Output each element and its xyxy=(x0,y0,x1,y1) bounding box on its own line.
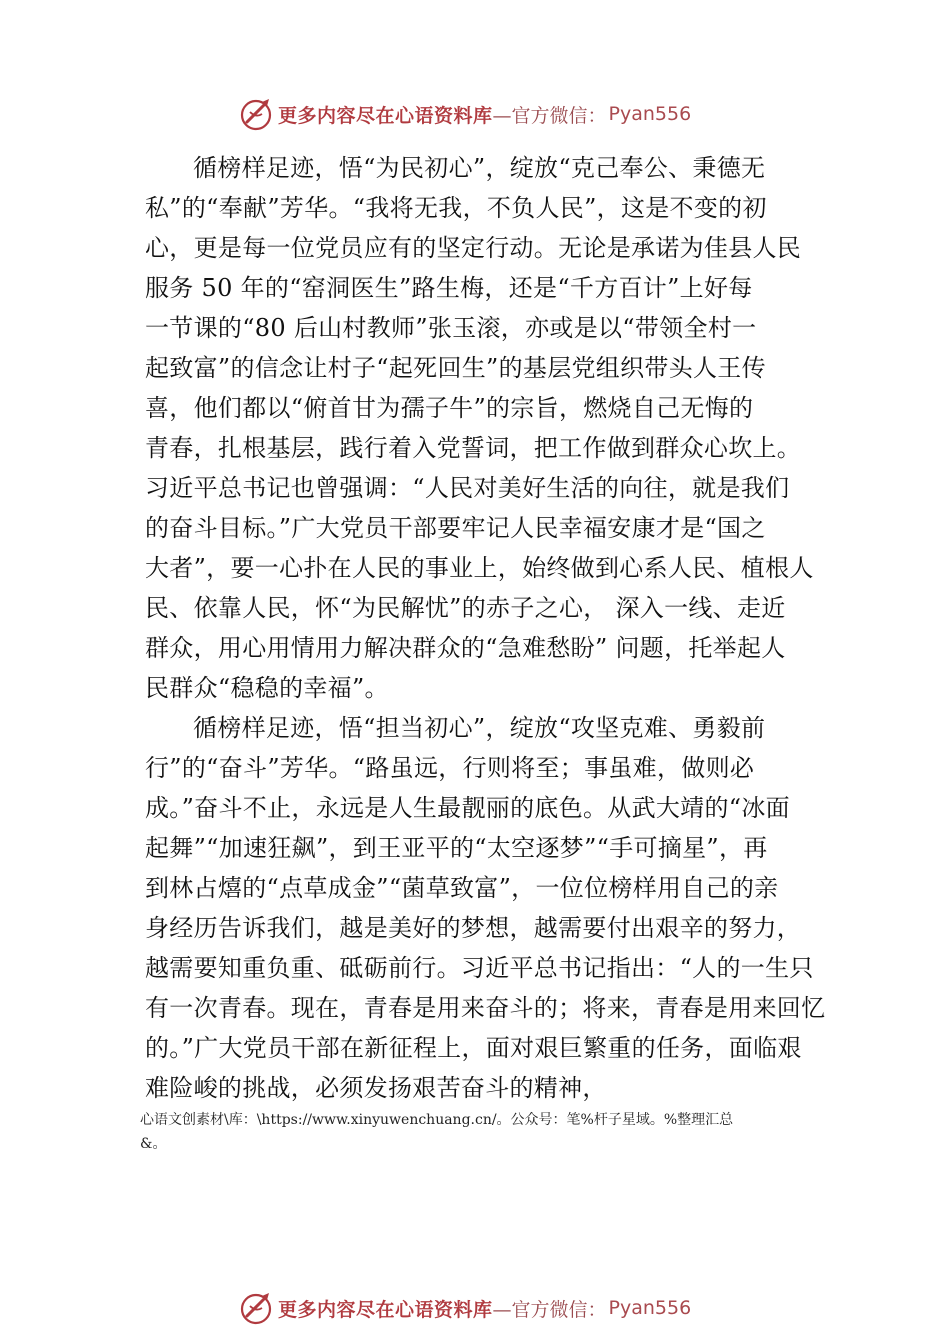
paragraph-line: 的奋斗目标。”广大党员干部要牢记人民幸福安康才是“国之 xyxy=(145,514,766,542)
paragraph-line: 越需要知重负重、砥砺前行。习近平总书记指出：“人的一生只 xyxy=(145,954,814,982)
banner-sub-text: —官方微信： xyxy=(492,1298,607,1321)
paragraph-line: 民、依靠人民，怀“为民解忧”的赤子之心， 深入一线、走近 xyxy=(145,594,786,622)
brush-logo-icon xyxy=(238,1290,274,1326)
paragraph-line: 行”的“奋斗”芳华。“路虽远，行则将至；事虽难，做则必 xyxy=(145,754,755,782)
brush-logo-icon xyxy=(238,96,274,132)
paragraph-line: 循榜样足迹，悟“为民初心”，绽放“克己奉公、秉德无 xyxy=(193,154,766,182)
paragraph-line: 成。”奋斗不止，永远是人生最靓丽的底色。从武大靖的“冰面 xyxy=(145,794,790,822)
paragraph-line: 有一次青春。现在，青春是用来奋斗的；将来，青春是用来回忆 xyxy=(145,994,826,1022)
banner-wechat-id: Pyan556 xyxy=(608,103,692,125)
header-banner xyxy=(238,94,691,134)
banner-main-text: 更多内容尽在心语资料库 xyxy=(278,1298,493,1321)
footnote-line: &。 xyxy=(140,1136,167,1152)
paragraph-line: 私”的“奉献”芳华。“我将无我，不负人民”，这是不变的初 xyxy=(145,194,767,222)
paragraph-2 xyxy=(145,708,835,1108)
paragraph-line: 群众，用心用情用力解决群众的“急难愁盼” 问题，托举起人 xyxy=(145,634,786,662)
paragraph-line: 青春，扎根基层，践行着入党誓词，把工作做到群众心坎上。 xyxy=(145,434,802,462)
banner-wechat-id: Pyan556 xyxy=(608,1297,692,1319)
paragraph-line: 服务 50 年的“窑洞医生”路生梅，还是“千方百计”上好每 xyxy=(145,274,753,302)
banner-main-text: 更多内容尽在心语资料库 xyxy=(278,104,493,127)
paragraph-line: 一节课的“80 后山村教师”张玉滚，亦或是以“带领全村一 xyxy=(145,314,757,342)
paragraph-line: 的。”广大党员干部在新征程上，面对艰巨繁重的任务，面临艰 xyxy=(145,1034,802,1062)
paragraph-line: 起致富”的信念让村子“起死回生”的基层党组织带头人王传 xyxy=(145,354,766,382)
paragraph-line: 到林占熺的“点草成金”“菌草致富”，一位位榜样用自己的亲 xyxy=(145,874,779,902)
footnote-line: 心语文创素材\库：\https://www.xinyuwenchuang.cn/。公众号：笔%杆子星域。%整理汇总 xyxy=(140,1112,734,1128)
paragraph-line: 习近平总书记也曾强调：“人民对美好生活的向往，就是我们 xyxy=(145,474,790,502)
banner-sub-text: —官方微信： xyxy=(492,104,607,127)
paragraph-line: 喜，他们都以“俯首甘为孺子牛”的宗旨，燃烧自己无悔的 xyxy=(145,394,754,422)
paragraph-line: 心，更是每一位党员应有的坚定行动。无论是承诺为佳县人民 xyxy=(145,234,802,262)
document-body xyxy=(145,148,835,1108)
paragraph-line: 循榜样足迹，悟“担当初心”，绽放“攻坚克难、勇毅前 xyxy=(193,714,766,742)
paragraph-line: 民群众“稳稳的幸福”。 xyxy=(145,674,389,702)
paragraph-line: 难险峻的挑战，必须发扬艰苦奋斗的精神， xyxy=(145,1074,607,1102)
paragraph-line: 身经历告诉我们，越是美好的梦想，越需要付出艰辛的努力， xyxy=(145,914,802,942)
source-footnote xyxy=(140,1108,840,1156)
footer-banner xyxy=(238,1288,691,1328)
paragraph-line: 大者”，要一心扑在人民的事业上，始终做到心系人民、植根人 xyxy=(145,554,814,582)
paragraph-line: 起舞”“加速狂飙”，到王亚平的“太空逐梦”“手可摘星”，再 xyxy=(145,834,768,862)
paragraph-1 xyxy=(145,148,835,708)
